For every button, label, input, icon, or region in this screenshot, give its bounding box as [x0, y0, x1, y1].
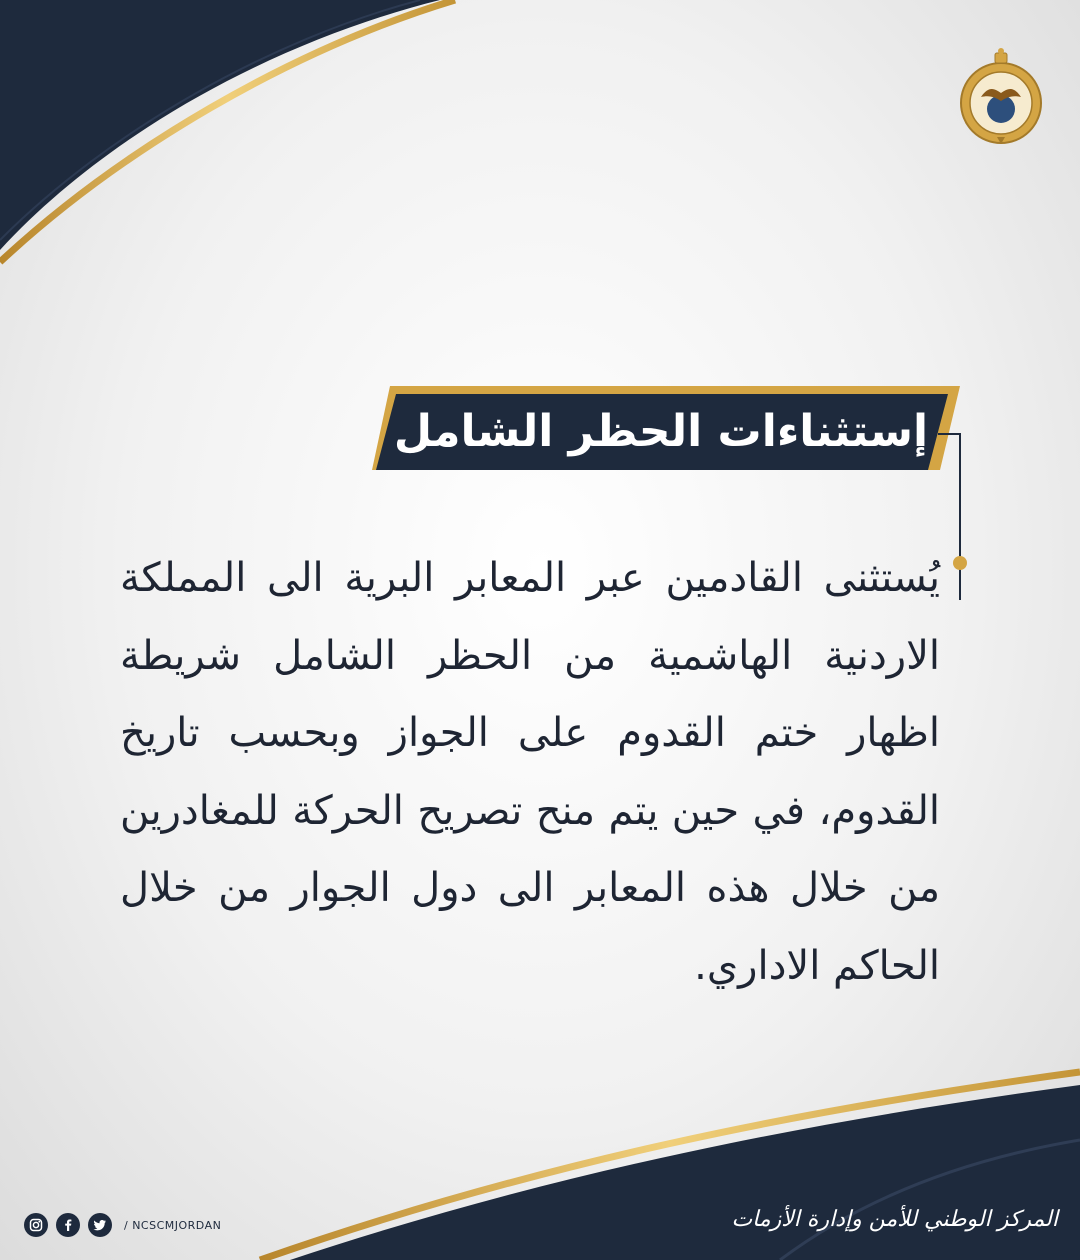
- facebook-icon[interactable]: [56, 1213, 80, 1237]
- instagram-icon[interactable]: [24, 1213, 48, 1237]
- organization-name: المركز الوطني للأمن وإدارة الأزمات: [731, 1207, 1058, 1232]
- page-title: إستثناءات الحظر الشامل: [393, 406, 929, 457]
- announcement-body: يُستثنى القادمين عبر المعابر البرية الى المملكة الاردنية الهاشمية من الحظر الشامل شريطة اظهار ختم القدوم على الجواز وبحسب تاريخ القدوم، في حين يتم منح تصريح الحركة للمغادرين من خلال هذه المعابر الى دول الجوار من خلال الحاكم الاداري.: [120, 555, 940, 989]
- social-handle: / NCSCMJORDAN: [124, 1218, 222, 1232]
- social-links: [24, 1212, 221, 1238]
- twitter-icon[interactable]: [88, 1213, 112, 1237]
- emblem-logo: [955, 45, 1047, 145]
